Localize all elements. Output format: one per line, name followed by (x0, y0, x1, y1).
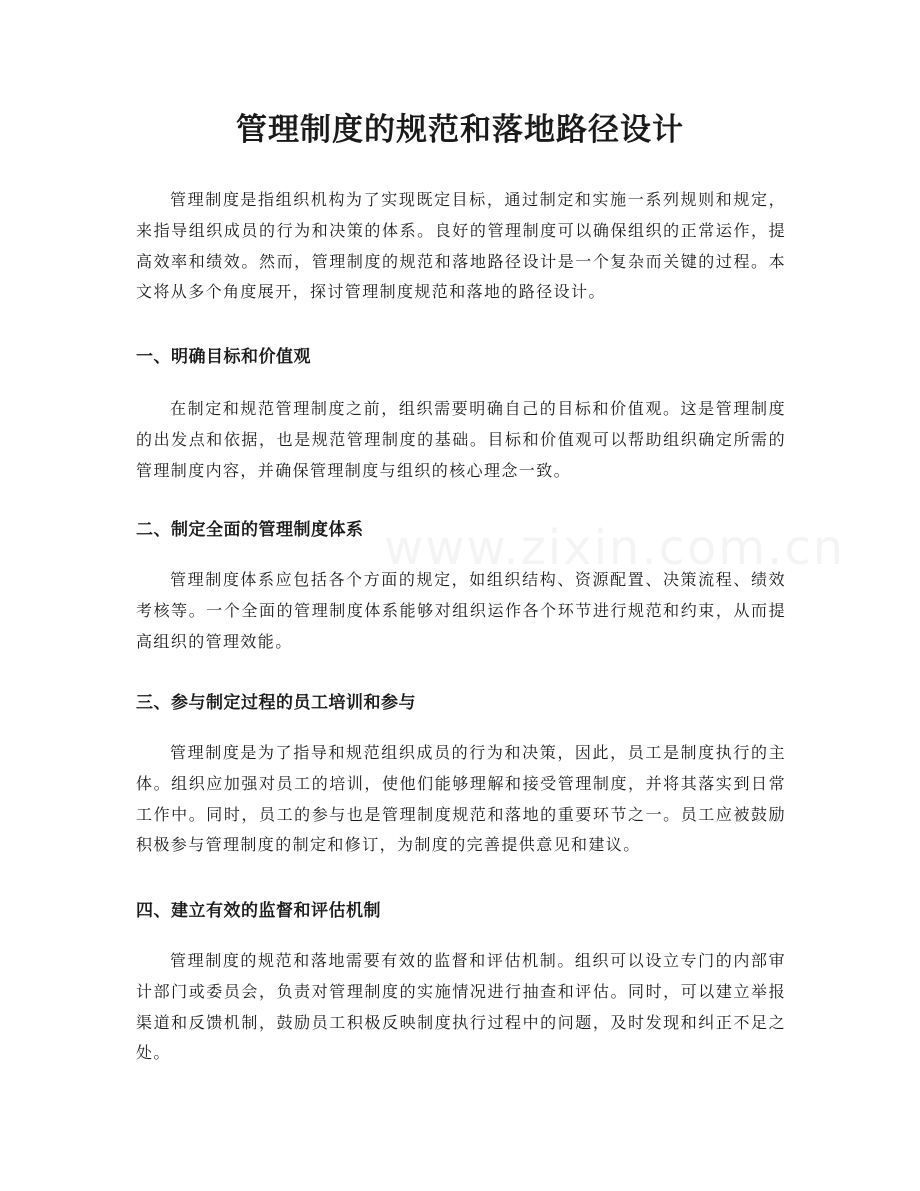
section-heading-2: 二、制定全面的管理制度体系 (136, 520, 364, 540)
document-title: 管理制度的规范和落地路径设计 (236, 112, 684, 148)
section-body-2: 管理制度体系应包括各个方面的规定，如组织结构、资源配置、决策流程、绩效考核等。一个全面的管理制度体系能够对组织运作各个环节进行规范和约束，从而提高组织的管理效能。 (136, 570, 786, 651)
section-body-1: 在制定和规范管理制度之前，组织需要明确自己的目标和价值观。这是管理制度的出发点和依据，也是规范管理制度的基础。目标和价值观可以帮助组织确定所需的管理制度内容，并确保管理制度与组织的核心理念一致。 (136, 399, 786, 480)
section-body-3: 管理制度是为了指导和规范组织成员的行为和决策，因此，员工是制度执行的主体。组织应加强对员工的培训，使他们能够理解和接受管理制度，并将其落实到日常工作中。同时，员工的参与也是管理制度规范和落地的重要环节之一。员工应被鼓励积极参与管理制度的制定和修订，为制度的完善提供意见和建议。 (136, 743, 786, 855)
section-body-4: 管理制度的规范和落地需要有效的监督和评估机制。组织可以设立专门的内部审计部门或委员会，负责对管理制度的实施情况进行抽查和评估。同时，可以建立举报渠道和反馈机制，鼓励员工积极反映制度执行过程中的问题，及时发现和纠正不足之处。 (136, 951, 786, 1063)
section-heading-1: 一、明确目标和价值观 (136, 347, 311, 367)
section-heading-4: 四、建立有效的监督和评估机制 (136, 901, 381, 921)
section-heading-3: 三、参与制定过程的员工培训和参与 (136, 693, 416, 713)
intro-paragraph: 管理制度是指组织机构为了实现既定目标，通过制定和实施一系列规则和规定，来指导组织成员的行为和决策的体系。良好的管理制度可以确保组织的正常运作，提高效率和绩效。然而，管理制度的规范和落地路径设计是一个复杂而关键的过程。本文将从多个角度展开，探讨管理制度规范和落地的路径设计。 (136, 190, 786, 302)
